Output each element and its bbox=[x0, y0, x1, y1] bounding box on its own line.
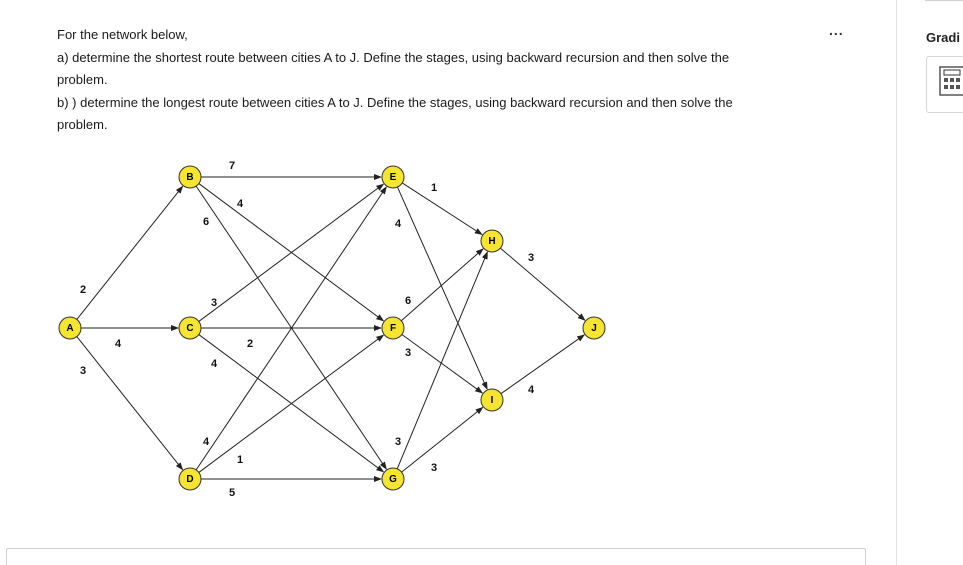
node-i bbox=[481, 389, 503, 411]
question-part-a-line2: problem. bbox=[57, 72, 108, 87]
node-label-c: C bbox=[186, 323, 194, 335]
edge-weight-g-i: 3 bbox=[430, 461, 438, 474]
edge-weight-b-f: 4 bbox=[236, 197, 244, 210]
node-j bbox=[583, 317, 605, 339]
edge-f-i bbox=[402, 334, 482, 392]
node-f bbox=[382, 317, 404, 339]
edge-h-j bbox=[500, 248, 585, 320]
edge-weight-c-g: 4 bbox=[210, 357, 218, 370]
node-label-a: A bbox=[66, 323, 74, 335]
question-part-b-line1: b) ) determine the longest route between cities A to J. Define the stages, using backward recursion and then solve the bbox=[57, 94, 733, 110]
question-part-b-line2: problem. bbox=[57, 117, 108, 132]
edge-weight-b-g: 6 bbox=[202, 215, 210, 228]
node-label-f: F bbox=[389, 323, 397, 335]
edge-weight-e-h: 1 bbox=[430, 181, 438, 194]
edge-weight-i-j: 4 bbox=[527, 383, 535, 396]
edge-weight-h-j: 3 bbox=[527, 251, 535, 264]
side-panel-label: Gradi bbox=[926, 30, 960, 45]
edge-weight-g-h: 3 bbox=[394, 435, 402, 448]
node-label-e: E bbox=[389, 172, 397, 184]
edge-weight-e-i: 4 bbox=[394, 217, 402, 230]
edge-weight-c-e: 3 bbox=[210, 296, 218, 309]
edge-e-h bbox=[402, 183, 482, 235]
edge-weight-f-h: 6 bbox=[404, 294, 412, 307]
edge-weight-c-f: 2 bbox=[246, 337, 254, 350]
node-d bbox=[179, 468, 201, 490]
edge-weight-a-d: 3 bbox=[79, 364, 87, 377]
node-c bbox=[179, 317, 201, 339]
question-part-a-line1: a) determine the shortest route between cities A to J. Define the stages, using backward recursion and then solve the bbox=[57, 49, 730, 65]
edge-weight-d-e: 4 bbox=[202, 435, 210, 448]
more-options-icon[interactable]: ... bbox=[829, 22, 844, 38]
edge-weight-d-f: 1 bbox=[236, 453, 244, 466]
edge-weight-f-i: 3 bbox=[404, 346, 412, 359]
edge-weight-a-b: 2 bbox=[79, 283, 87, 296]
node-label-g: G bbox=[389, 474, 397, 486]
panel-divider bbox=[896, 0, 897, 565]
edge-a-b bbox=[77, 186, 183, 319]
node-e bbox=[382, 166, 404, 188]
edge-weight-d-g: 5 bbox=[228, 486, 236, 499]
edges-layer bbox=[77, 177, 585, 479]
answer-input-area[interactable] bbox=[6, 548, 866, 565]
node-label-i: I bbox=[490, 395, 494, 407]
weights-layer bbox=[80, 160, 535, 499]
edge-weight-a-c: 4 bbox=[114, 337, 122, 350]
edge-weight-b-e: 7 bbox=[228, 159, 236, 172]
node-label-b: B bbox=[186, 172, 194, 184]
side-panel-top-border bbox=[925, 0, 963, 1]
edge-i-j bbox=[501, 335, 584, 394]
edge-a-d bbox=[77, 337, 183, 470]
node-g bbox=[382, 468, 404, 490]
node-b bbox=[179, 166, 201, 188]
node-label-j: J bbox=[591, 323, 597, 335]
node-label-h: H bbox=[488, 236, 496, 248]
node-label-d: D bbox=[186, 474, 194, 486]
edge-f-h bbox=[401, 249, 483, 321]
edge-g-i bbox=[402, 407, 483, 472]
node-h bbox=[481, 230, 503, 252]
node-a bbox=[59, 317, 81, 339]
calculator-icon bbox=[939, 66, 963, 96]
question-intro: For the network below, bbox=[57, 27, 188, 42]
calculator-button[interactable] bbox=[926, 56, 963, 113]
